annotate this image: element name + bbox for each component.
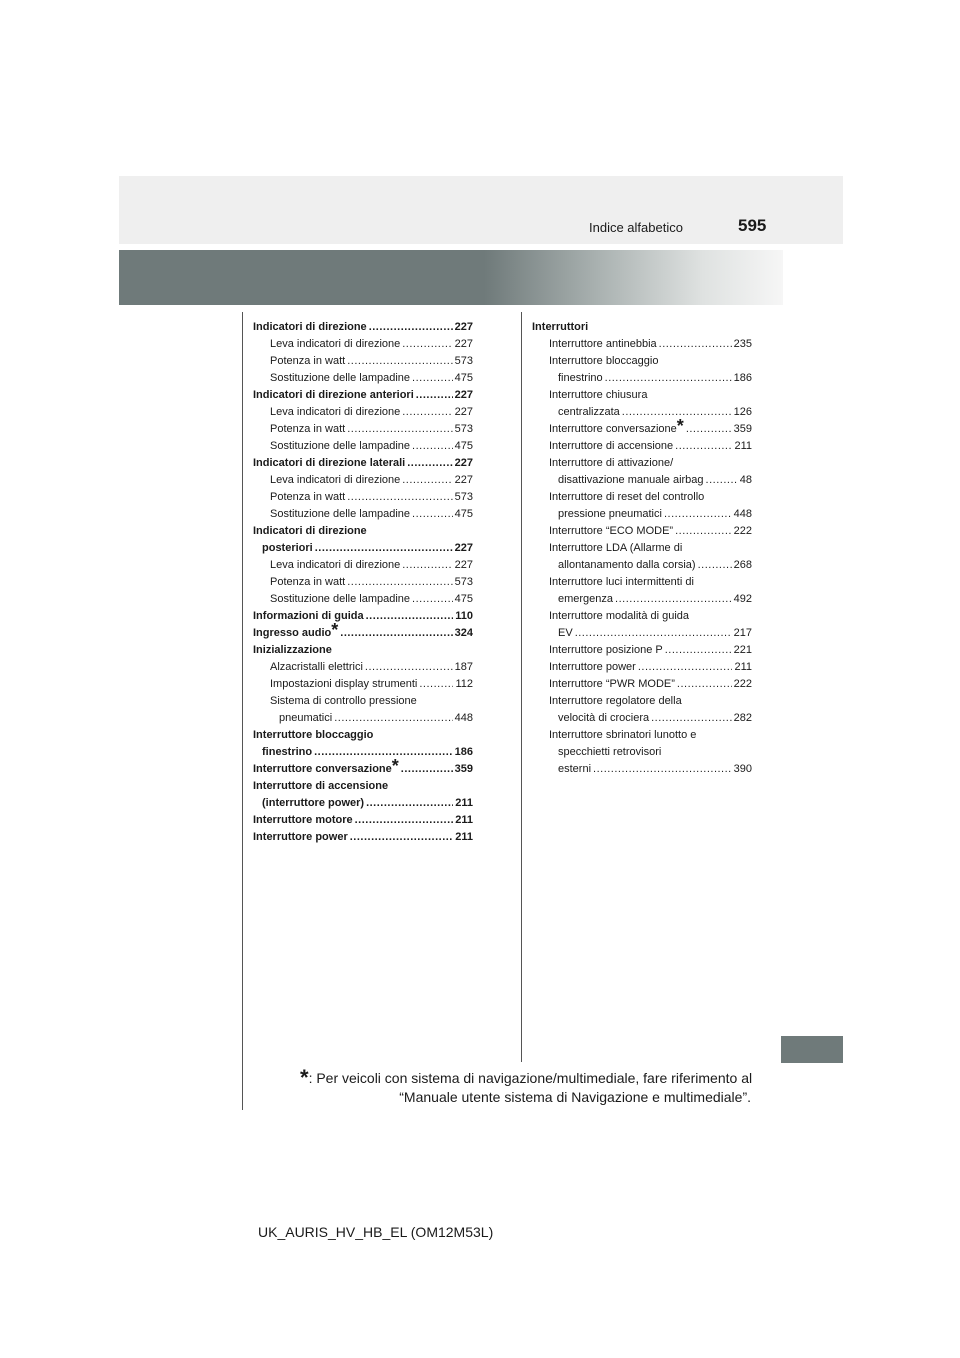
index-entry bbox=[253, 795, 473, 812]
page-reference: 475 bbox=[454, 593, 473, 605]
index-entry-text: Interruttore di accensione bbox=[549, 440, 674, 452]
page-reference: 112 bbox=[455, 678, 473, 690]
page-reference: 222 bbox=[733, 525, 752, 537]
index-entry-text: Sostituzione delle lampadine bbox=[270, 593, 411, 605]
leader-dots bbox=[366, 795, 453, 812]
index-entry-text: posteriori bbox=[262, 542, 313, 554]
index-entry-text: EV bbox=[558, 627, 573, 639]
thumb-index-tab bbox=[781, 1036, 843, 1063]
page-reference: 227 bbox=[454, 321, 473, 333]
leader-dots bbox=[593, 761, 732, 778]
index-entry-text: Interruttore LDA (Allarme di bbox=[549, 542, 683, 554]
index-entry-text: Interruttore power bbox=[253, 831, 348, 843]
index-entry-text: Interruttore “PWR MODE” bbox=[549, 678, 675, 690]
index-entry-text: Interruttore di attivazione/ bbox=[549, 457, 674, 469]
index-subentry bbox=[532, 574, 752, 591]
index-subentry bbox=[253, 574, 473, 591]
index-subentry bbox=[532, 744, 752, 761]
leader-dots bbox=[686, 421, 732, 438]
page-reference: 573 bbox=[454, 576, 473, 588]
header-band bbox=[119, 176, 843, 244]
index-column-right bbox=[532, 319, 752, 778]
index-entry-text: Potenza in watt bbox=[270, 355, 346, 367]
leader-dots bbox=[412, 370, 453, 387]
index-subentry bbox=[532, 455, 752, 472]
leader-dots bbox=[402, 404, 452, 421]
index-entry-text: Potenza in watt bbox=[270, 491, 346, 503]
index-entry-text: Interruttore chiusura bbox=[549, 389, 648, 401]
page-reference: 48 bbox=[739, 474, 752, 486]
page-reference: 235 bbox=[733, 338, 752, 350]
index-entry: Ingresso audio * ..... 324 bbox=[253, 625, 473, 642]
index-subentry bbox=[253, 506, 473, 523]
index-entry-text: Interruttore “ECO MODE” bbox=[549, 525, 674, 537]
index-subentry bbox=[532, 659, 752, 676]
leader-dots bbox=[334, 710, 452, 727]
index-entry-text: velocità di crociera bbox=[558, 712, 650, 724]
page-reference: 573 bbox=[454, 423, 473, 435]
leader-dots bbox=[347, 353, 452, 370]
index-entry-text: (interruttore power) bbox=[262, 797, 365, 809]
footnote-line-2: “Manuale utente sistema di Navigazione e multimediale”. bbox=[399, 1089, 751, 1105]
page-reference: 211 bbox=[734, 661, 752, 673]
index-entry-text: Sostituzione delle lampadine bbox=[270, 440, 411, 452]
index-subentry bbox=[532, 693, 752, 710]
index-subentry bbox=[532, 727, 752, 744]
index-entry-text: Sostituzione delle lampadine bbox=[270, 372, 411, 384]
index-subentry bbox=[532, 540, 752, 557]
index-subentry bbox=[532, 761, 752, 778]
index-entry-text: Impostazioni display strumenti bbox=[270, 678, 418, 690]
leader-dots bbox=[675, 523, 732, 540]
index-entry-text: Interruttore di accensione bbox=[253, 780, 389, 792]
column-divider bbox=[521, 312, 522, 1062]
page-reference: 227 bbox=[454, 406, 473, 418]
index-entry-text: finestrino bbox=[558, 372, 603, 384]
index-subentry bbox=[532, 676, 752, 693]
page-reference: 475 bbox=[454, 440, 473, 452]
index-entry-text: Ingresso audio bbox=[253, 627, 332, 639]
page-reference: 211 bbox=[455, 831, 473, 843]
page-reference: 211 bbox=[455, 797, 473, 809]
index-subentry bbox=[532, 523, 752, 540]
page-reference: 187 bbox=[454, 661, 473, 673]
index-entry bbox=[253, 778, 473, 795]
index-entry-text: specchietti retrovisori bbox=[558, 746, 662, 758]
leader-dots bbox=[706, 472, 738, 489]
leader-dots bbox=[366, 608, 454, 625]
index-entry-text: pneumatici bbox=[279, 712, 333, 724]
index-entry: Interruttore conversazione * ..... 359 bbox=[253, 761, 473, 778]
index-entry-text: Leva indicatori di direzione bbox=[270, 559, 401, 571]
index-entry-text: esterni bbox=[558, 763, 592, 775]
page-reference: 227 bbox=[454, 474, 473, 486]
index-entry-text: Interruttore modalità di guida bbox=[549, 610, 690, 622]
index-entry-text: finestrino bbox=[262, 746, 313, 758]
page-reference: 221 bbox=[733, 644, 752, 656]
index-entry-text: Informazioni di guida bbox=[253, 610, 364, 622]
leader-dots bbox=[651, 710, 732, 727]
leader-dots bbox=[402, 557, 452, 574]
page-reference: 211 bbox=[455, 814, 473, 826]
index-column-left bbox=[253, 319, 473, 846]
leader-dots bbox=[615, 591, 732, 608]
index-subentry bbox=[253, 710, 473, 727]
leader-dots bbox=[340, 625, 452, 642]
leader-dots bbox=[412, 506, 453, 523]
left-column-rule bbox=[242, 312, 243, 1110]
index-entry-text: Alzacristalli elettrici bbox=[270, 661, 363, 673]
page-reference: 211 bbox=[734, 440, 752, 452]
index-entry bbox=[253, 387, 473, 404]
index-entry-text: Indicatori di direzione anteriori bbox=[253, 389, 414, 401]
page-reference: 475 bbox=[454, 508, 473, 520]
index-entry-text: Interruttore power bbox=[549, 661, 636, 673]
leader-dots bbox=[575, 625, 732, 642]
index-subentry bbox=[253, 557, 473, 574]
leader-dots bbox=[698, 557, 732, 574]
index-entry-text: Interruttore conversazione bbox=[253, 763, 392, 775]
index-subentry bbox=[532, 472, 752, 489]
index-entry-text: Interruttore sbrinatori lunotto e bbox=[549, 729, 697, 741]
index-entry-text: Leva indicatori di direzione bbox=[270, 474, 401, 486]
leader-dots bbox=[665, 642, 732, 659]
index-subentry bbox=[253, 489, 473, 506]
page-reference: 448 bbox=[733, 508, 752, 520]
leader-dots bbox=[677, 676, 732, 693]
index-subentry bbox=[532, 591, 752, 608]
leader-dots bbox=[659, 336, 732, 353]
index-entry bbox=[253, 455, 473, 472]
index-entry bbox=[253, 812, 473, 829]
page-reference: 492 bbox=[733, 593, 752, 605]
page-number: 595 bbox=[738, 216, 767, 235]
leader-dots bbox=[402, 472, 452, 489]
index-entry-text: Interruttore di reset del controllo bbox=[549, 491, 705, 503]
leader-dots bbox=[347, 574, 452, 591]
page-reference: 126 bbox=[733, 406, 752, 418]
index-subentry bbox=[532, 336, 752, 353]
leader-dots bbox=[314, 744, 453, 761]
index-entry bbox=[253, 608, 473, 625]
index-subentry bbox=[253, 404, 473, 421]
index-entry-text: Indicatori di direzione bbox=[253, 321, 367, 333]
leader-dots bbox=[605, 370, 732, 387]
index-entry-text: Interruttore bloccaggio bbox=[549, 355, 659, 367]
index-entry bbox=[253, 829, 473, 846]
index-entry-text: Interruttore regolatore della bbox=[549, 695, 682, 707]
leader-dots bbox=[419, 676, 453, 693]
index-subentry bbox=[253, 438, 473, 455]
page-reference: 268 bbox=[733, 559, 752, 571]
leader-dots bbox=[638, 659, 733, 676]
page-reference: 359 bbox=[454, 763, 473, 775]
leader-dots bbox=[347, 489, 452, 506]
index-entry-text: Interruttori bbox=[532, 321, 589, 333]
index-subentry bbox=[532, 370, 752, 387]
leader-dots bbox=[401, 761, 453, 778]
index-entry-text: emergenza bbox=[558, 593, 614, 605]
index-subentry bbox=[532, 557, 752, 574]
index-entry-text: Indicatori di direzione laterali bbox=[253, 457, 406, 469]
index-entry-text: centralizzata bbox=[558, 406, 620, 418]
leader-dots bbox=[664, 506, 732, 523]
index-subentry bbox=[532, 506, 752, 523]
index-subentry bbox=[532, 404, 752, 421]
footnote bbox=[300, 1065, 753, 1107]
footnote-line-1: : Per veicoli con sistema di navigazione/multimediale, fare riferimento al bbox=[308, 1070, 753, 1086]
index-entry-text: Inizializzazione bbox=[253, 644, 332, 656]
leader-dots bbox=[675, 438, 732, 455]
leader-dots bbox=[402, 336, 452, 353]
index-entry bbox=[253, 523, 473, 540]
leader-dots bbox=[365, 659, 453, 676]
leader-dots bbox=[412, 591, 453, 608]
index-entry-text: Interruttore motore bbox=[253, 814, 353, 826]
page-reference: 227 bbox=[454, 457, 473, 469]
section-title: Indice alfabetico bbox=[589, 220, 683, 235]
document-code: UK_AURIS_HV_HB_EL (OM12M53L) bbox=[258, 1224, 494, 1240]
index-subentry: Interruttore conversazione * ..... 359 bbox=[532, 421, 752, 438]
page-reference: 359 bbox=[733, 423, 752, 435]
index-entry bbox=[253, 744, 473, 761]
index-subentry bbox=[532, 625, 752, 642]
index-entry bbox=[253, 319, 473, 336]
index-subentry bbox=[532, 710, 752, 727]
leader-dots bbox=[412, 438, 453, 455]
index-entry-text: Interruttore luci intermittenti di bbox=[549, 576, 694, 588]
index-subentry bbox=[532, 642, 752, 659]
index-subentry bbox=[532, 438, 752, 455]
page-reference: 573 bbox=[454, 355, 473, 367]
page-reference: 227 bbox=[454, 542, 473, 554]
page-reference: 186 bbox=[733, 372, 752, 384]
footnote-marker: * bbox=[300, 1065, 309, 1090]
index-entry-text: Leva indicatori di direzione bbox=[270, 406, 401, 418]
page-reference: 227 bbox=[454, 338, 473, 350]
page-reference: 110 bbox=[455, 610, 473, 622]
leader-dots bbox=[416, 387, 453, 404]
page-reference: 222 bbox=[733, 678, 752, 690]
leader-dots bbox=[369, 319, 453, 336]
page-reference: 227 bbox=[454, 559, 473, 571]
page-reference: 573 bbox=[454, 491, 473, 503]
index-subentry bbox=[253, 693, 473, 710]
index-entry-text: allontanamento dalla corsia) bbox=[558, 559, 696, 571]
index-subentry bbox=[253, 659, 473, 676]
page-reference: 475 bbox=[454, 372, 473, 384]
index-entry-text: Interruttore bloccaggio bbox=[253, 729, 374, 741]
index-entry-text: Sostituzione delle lampadine bbox=[270, 508, 411, 520]
index-entry bbox=[253, 540, 473, 557]
index-entry bbox=[532, 319, 752, 336]
page-reference: 324 bbox=[454, 627, 473, 639]
page-reference: 217 bbox=[733, 627, 752, 639]
index-subentry bbox=[532, 353, 752, 370]
index-entry-text: Indicatori di direzione bbox=[253, 525, 367, 537]
index-subentry bbox=[253, 336, 473, 353]
page-reference: 448 bbox=[454, 712, 473, 724]
index-subentry bbox=[253, 370, 473, 387]
index-entry-text: Potenza in watt bbox=[270, 423, 346, 435]
leader-dots bbox=[355, 812, 454, 829]
leader-dots bbox=[350, 829, 454, 846]
index-entry-text: Leva indicatori di direzione bbox=[270, 338, 401, 350]
index-subentry bbox=[253, 353, 473, 370]
leader-dots bbox=[315, 540, 453, 557]
index-entry-text: Interruttore posizione P bbox=[549, 644, 663, 656]
index-entry-text: Sistema di controllo pressione bbox=[270, 695, 417, 707]
page-reference: 186 bbox=[454, 746, 473, 758]
index-subentry bbox=[253, 591, 473, 608]
index-entry bbox=[253, 642, 473, 659]
index-entry bbox=[253, 727, 473, 744]
index-subentry bbox=[532, 489, 752, 506]
index-entry-text: disattivazione manuale airbag bbox=[558, 474, 704, 486]
index-entry-text: pressione pneumatici bbox=[558, 508, 662, 520]
index-subentry bbox=[253, 421, 473, 438]
index-entry-text: Interruttore antinebbia bbox=[549, 338, 657, 350]
index-entry-text: Potenza in watt bbox=[270, 576, 346, 588]
index-subentry bbox=[253, 676, 473, 693]
page-reference: 282 bbox=[733, 712, 752, 724]
header-gradient-bar bbox=[119, 250, 783, 305]
page-reference: 227 bbox=[454, 389, 473, 401]
index-subentry bbox=[253, 472, 473, 489]
index-subentry bbox=[532, 387, 752, 404]
leader-dots bbox=[407, 455, 452, 472]
index-subentry bbox=[532, 608, 752, 625]
index-entry-text: Interruttore conversazione bbox=[549, 423, 677, 435]
page-reference: 390 bbox=[733, 763, 752, 775]
leader-dots bbox=[347, 421, 452, 438]
